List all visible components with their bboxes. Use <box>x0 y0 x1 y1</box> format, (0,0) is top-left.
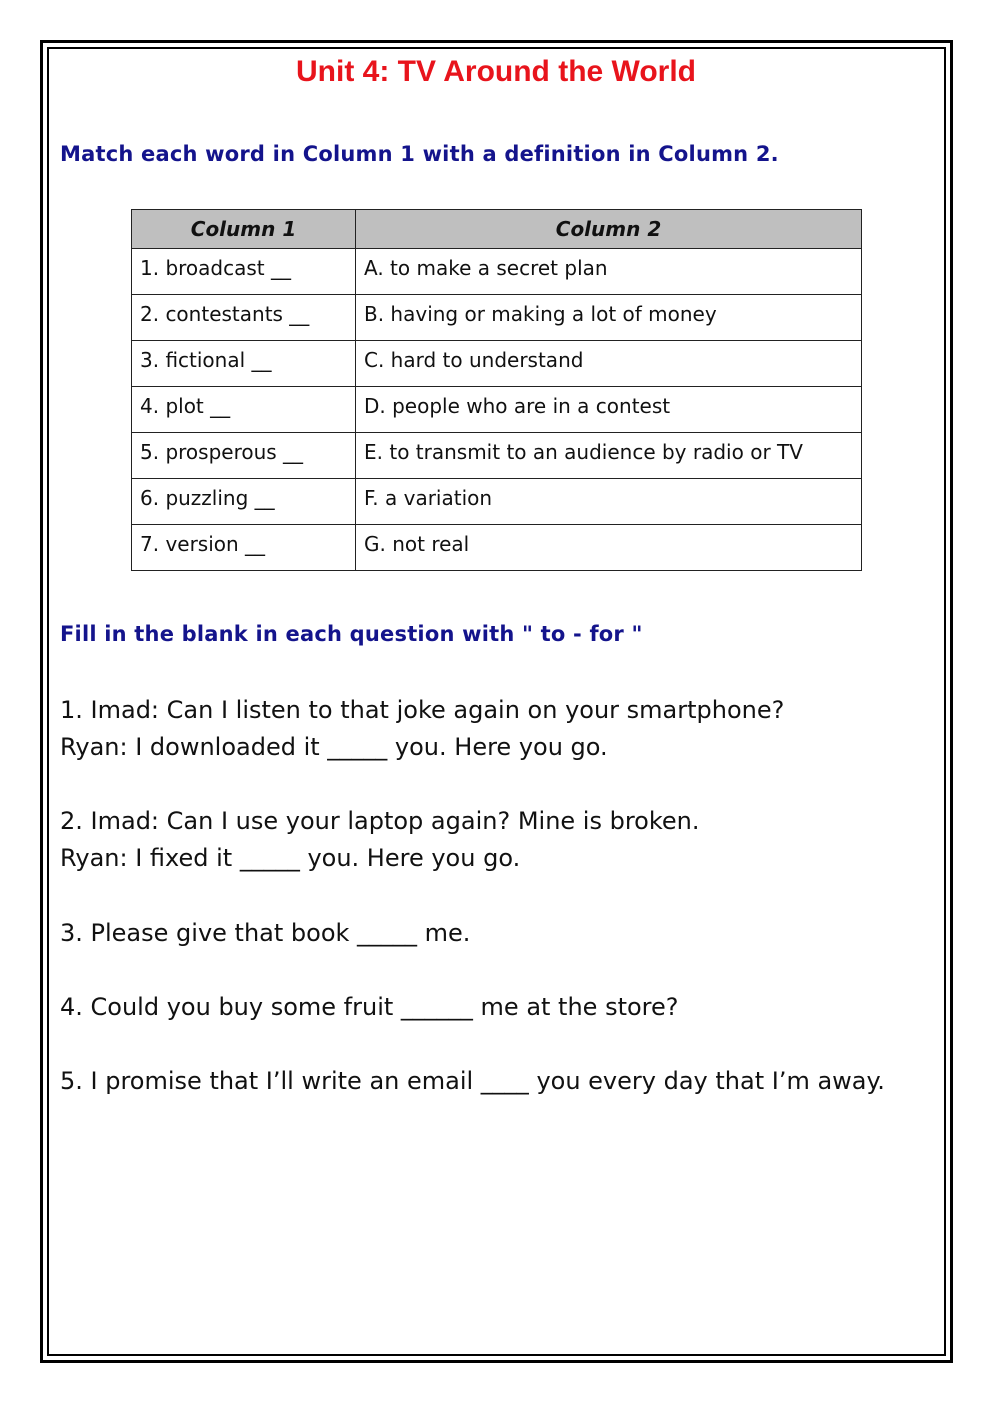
question-line: Ryan: I downloaded it _____ you. Here you go. <box>60 733 608 761</box>
fill-in-instructions: Fill in the blank in each question with " to - for " <box>60 622 643 646</box>
table-row <box>132 387 862 433</box>
column-1-header: Column 1 <box>132 210 356 249</box>
word-cell: 6. puzzling __ <box>132 479 356 525</box>
word-cell: 7. version __ <box>132 525 356 571</box>
question-line: 3. Please give that book _____ me. <box>60 919 471 947</box>
definition-cell: A. to make a secret plan <box>356 249 862 295</box>
table-row <box>132 295 862 341</box>
page-title: Unit 4: TV Around the World <box>296 55 696 88</box>
question-line: Ryan: I fixed it _____ you. Here you go. <box>60 844 521 872</box>
definition-cell: F. a variation <box>356 479 862 525</box>
question-line: 2. Imad: Can I use your laptop again? Mine is broken. <box>60 807 700 835</box>
definition-cell: B. having or making a lot of money <box>356 295 862 341</box>
question-line: 4. Could you buy some fruit ______ me at the store? <box>60 993 679 1021</box>
table-row <box>132 433 862 479</box>
table-row <box>132 341 862 387</box>
word-cell: 4. plot __ <box>132 387 356 433</box>
column-2-header: Column 2 <box>356 210 862 249</box>
definition-cell: D. people who are in a contest <box>356 387 862 433</box>
table-header-row <box>132 210 862 249</box>
matching-instructions: Match each word in Column 1 with a definition in Column 2. <box>60 142 779 166</box>
word-cell: 3. fictional __ <box>132 341 356 387</box>
word-cell: 1. broadcast __ <box>132 249 356 295</box>
matching-table <box>131 209 862 571</box>
definition-cell: E. to transmit to an audience by radio or TV <box>356 433 862 479</box>
word-cell: 2. contestants __ <box>132 295 356 341</box>
table-row <box>132 479 862 525</box>
question-line: 1. Imad: Can I listen to that joke again on your smartphone? <box>60 696 785 724</box>
definition-cell: G. not real <box>356 525 862 571</box>
table-row <box>132 249 862 295</box>
word-cell: 5. prosperous __ <box>132 433 356 479</box>
question-line: 5. I promise that I’ll write an email ____ you every day that I’m away. <box>60 1067 885 1095</box>
definition-cell: C. hard to understand <box>356 341 862 387</box>
table-row <box>132 525 862 571</box>
